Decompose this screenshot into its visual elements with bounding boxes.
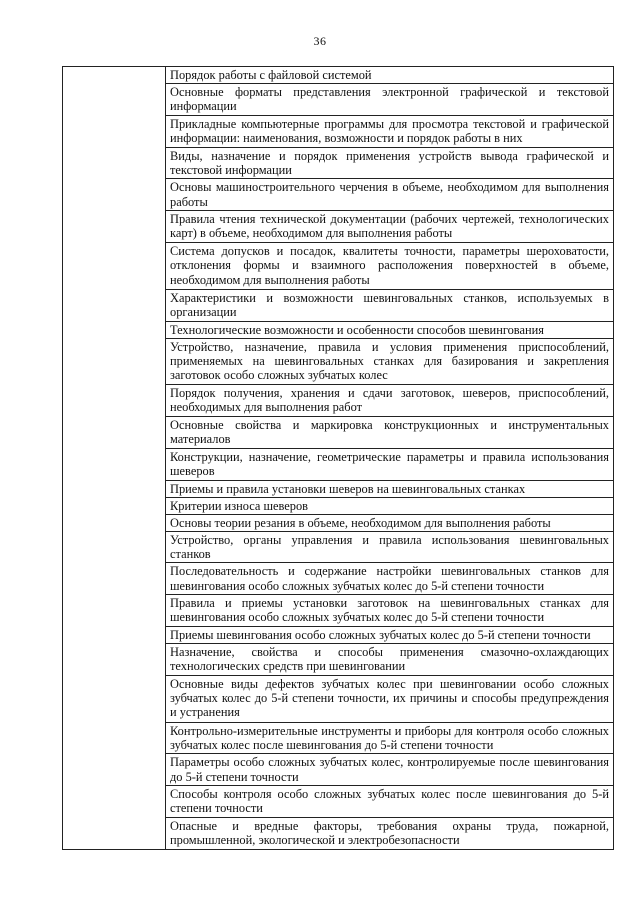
requirement-cell: Приемы и правила установки шеверов на шевинговальных станках xyxy=(166,480,614,497)
category-cell xyxy=(63,67,166,850)
requirement-cell: Правила чтения технической документации (рабочих чертежей, технологических карт) в объеме, необходимом для выполнения работы xyxy=(166,211,614,243)
requirement-cell: Последовательность и содержание настройки шевинговальных станков для шевингования особо сложных зубчатых колес до 5-й степени точности xyxy=(166,563,614,595)
requirement-cell: Устройство, назначение, правила и условия применения приспособлений, применяемых на шевинговальных станках для базирования и закрепления заготовок особо сложных зубчатых колес xyxy=(166,338,614,385)
requirement-cell: Параметры особо сложных зубчатых колес, контролируемые после шевингования до 5-й степени точности xyxy=(166,754,614,786)
requirement-cell: Способы контроля особо сложных зубчатых колес после шевингования до 5-й степени точности xyxy=(166,786,614,818)
requirement-cell: Система допусков и посадок, квалитеты точности, параметры шероховатости, отклонения формы и взаимного расположения поверхностей в объеме, необходимом для выполнения работы xyxy=(166,243,614,290)
requirement-cell: Порядок получения, хранения и сдачи заготовок, шеверов, приспособлений, необходимых для выполнения работ xyxy=(166,385,614,417)
requirement-cell: Конструкции, назначение, геометрические параметры и правила использования шеверов xyxy=(166,448,614,480)
requirement-cell: Порядок работы с файловой системой xyxy=(166,67,614,84)
requirement-cell: Правила и приемы установки заготовок на шевинговальных станках для шевингования особо сложных зубчатых колес до 5-й степени точности xyxy=(166,595,614,627)
requirement-cell: Назначение, свойства и способы применения смазочно-охлаждающих технологических средств при шевинговании xyxy=(166,644,614,676)
requirement-cell: Приемы шевингования особо сложных зубчатых колес до 5-й степени точности xyxy=(166,627,614,644)
requirement-cell: Основы теории резания в объеме, необходимом для выполнения работы xyxy=(166,514,614,531)
requirement-cell: Устройство, органы управления и правила использования шевинговальных станков xyxy=(166,531,614,563)
requirement-cell: Основные форматы представления электронной графической и текстовой информации xyxy=(166,83,614,115)
table-row xyxy=(63,67,614,84)
requirement-cell: Основы машиностроительного черчения в объеме, необходимом для выполнения работы xyxy=(166,179,614,211)
requirement-cell: Критерии износа шеверов xyxy=(166,497,614,514)
knowledge-requirements-table xyxy=(62,66,614,850)
requirement-cell: Опасные и вредные факторы, требования охраны труда, пожарной, промышленной, экологической и электробезопасности xyxy=(166,818,614,850)
page-number: 36 xyxy=(313,34,327,48)
requirement-cell: Контрольно-измерительные инструменты и приборы для контроля особо сложных зубчатых колес после шевингования до 5-й степени точности xyxy=(166,722,614,754)
requirement-cell: Прикладные компьютерные программы для просмотра текстовой и графической информации: наименования, возможности и порядок работы в них xyxy=(166,115,614,147)
requirement-cell: Виды, назначение и порядок применения устройств вывода графической и текстовой информации xyxy=(166,147,614,179)
requirement-cell: Технологические возможности и особенности способов шевингования xyxy=(166,321,614,338)
requirement-cell: Характеристики и возможности шевинговальных станков, используемых в организации xyxy=(166,289,614,321)
requirement-cell: Основные виды дефектов зубчатых колес при шевинговании особо сложных зубчатых колес до 5-й степени точности, их причины и способы предупреждения и устранения xyxy=(166,675,614,722)
requirement-cell: Основные свойства и маркировка конструкционных и инструментальных материалов xyxy=(166,417,614,449)
